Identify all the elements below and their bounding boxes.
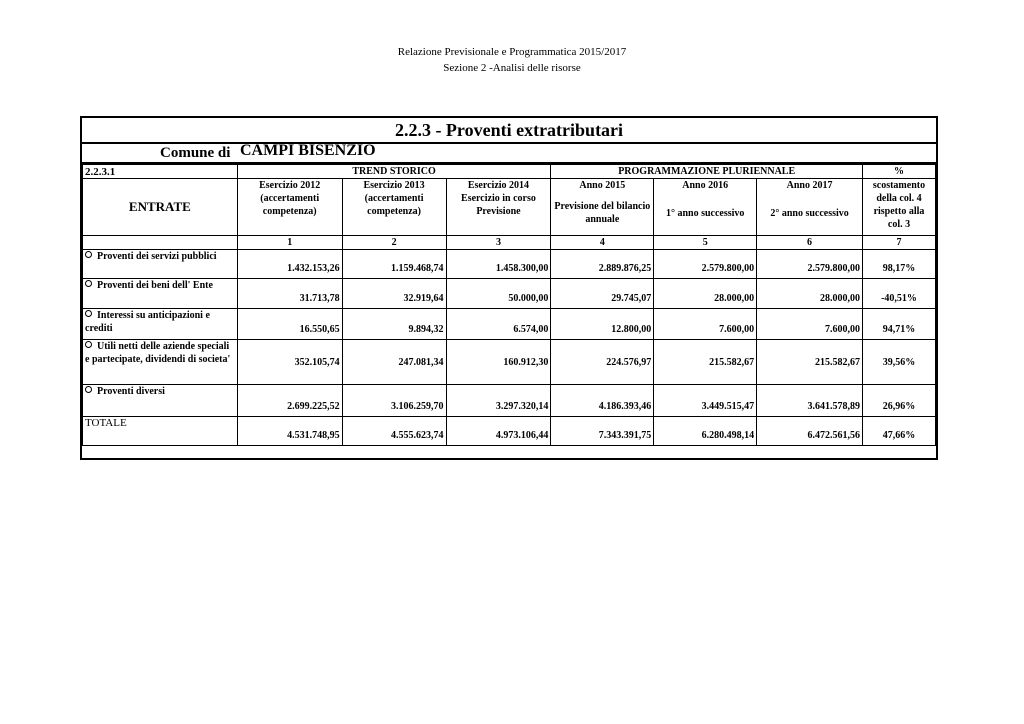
total-col6: 6.472.561,56 [757,417,863,446]
section-title: 2.2.3 - Proventi extratributari [82,118,936,144]
row-label-text: Utili netti delle aziende speciali e partecipate, dividendi di societa' [85,341,231,365]
bullet-icon [85,310,92,317]
total-col2: 4.555.623,74 [342,417,446,446]
col2-sub: (accertamenti competenza) [364,193,424,217]
cell-col7: 94,71% [862,309,935,340]
cell-col3: 3.297.320,14 [446,385,551,417]
cell-col6: 3.641.578,89 [757,385,863,417]
col7-header [862,179,935,236]
col6-header [757,179,863,236]
cell-col2: 247.081,34 [342,340,446,385]
col3-sub: Esercizio in corso Previsione [461,193,536,217]
col4-number: 4 [551,236,654,250]
row-label [83,309,238,340]
table-row [83,309,936,340]
proventi-table [82,164,936,446]
cell-col6: 2.579.800,00 [757,250,863,279]
col3-header [446,179,551,236]
table-row [83,340,936,385]
cell-col2: 9.894,32 [342,309,446,340]
cell-col6: 28.000,00 [757,279,863,309]
col7-title: % [862,165,935,179]
row-label-text: Proventi dei beni dell' Ente [97,280,213,291]
total-col4: 7.343.391,75 [551,417,654,446]
col1-number: 1 [237,236,342,250]
cell-col4: 29.745,07 [551,279,654,309]
cell-col3: 6.574,00 [446,309,551,340]
cell-col3: 50.000,00 [446,279,551,309]
num-blank [83,236,238,250]
cell-col6: 215.582,67 [757,340,863,385]
col2-header [342,179,446,236]
col6-sub: 2° anno successivo [770,208,849,219]
report-header-section: Sezione 2 -Analisi delle risorse [443,62,581,74]
col1-title: Esercizio 2012 [259,180,321,191]
col3-number: 3 [446,236,551,250]
col1-sub: (accertamenti competenza) [260,193,320,217]
cell-col1: 352.105,74 [237,340,342,385]
bullet-icon [85,386,92,393]
total-label: TOTALE [83,417,238,446]
col4-sub: Previsione del bilancio annuale [554,201,651,225]
group-trend-storico: TREND STORICO [237,165,551,179]
entrate-header: ENTRATE [83,179,238,236]
cell-col1: 2.699.225,52 [237,385,342,417]
bullet-icon [85,280,92,287]
comune-prefix: Comune di [160,145,231,161]
cell-col5: 7.600,00 [654,309,757,340]
col7-number: 7 [862,236,935,250]
table-frame [80,116,938,460]
group-programmazione: PROGRAMMAZIONE PLURIENNALE [551,165,863,179]
col3-title: Esercizio 2014 [467,180,530,191]
row-label-text: Proventi dei servizi pubblici [97,251,217,262]
total-col5: 6.280.498,14 [654,417,757,446]
cell-col2: 1.159.468,74 [342,250,446,279]
cell-col6: 7.600,00 [757,309,863,340]
cell-col1: 1.432.153,26 [237,250,342,279]
row-label [83,385,238,417]
col6-number: 6 [757,236,863,250]
table-row [83,279,936,309]
cell-col7: 98,17% [862,250,935,279]
cell-col5: 28.000,00 [654,279,757,309]
cell-col1: 16.550,65 [237,309,342,340]
bullet-icon [85,341,92,348]
cell-col7: 39,56% [862,340,935,385]
cell-col5: 215.582,67 [654,340,757,385]
col1-header [237,179,342,236]
report-header-title: Relazione Previsionale e Programmatica 2015/2017 [397,46,627,58]
col6-title: Anno 2017 [786,180,833,191]
row-label [83,340,238,385]
section-code: 2.2.3.1 [83,165,238,179]
cell-col4: 4.186.393,46 [551,385,654,417]
row-label-text: Interessi su anticipazioni e crediti [85,310,210,334]
col5-header [654,179,757,236]
table-row [83,250,936,279]
row-label [83,250,238,279]
row-label-text: Proventi diversi [97,386,165,397]
cell-col1: 31.713,78 [237,279,342,309]
comune-name: CAMPI BISENZIO [240,142,376,159]
cell-col2: 32.919,64 [342,279,446,309]
total-col7: 47,66% [862,417,935,446]
col2-number: 2 [342,236,446,250]
bullet-icon [85,251,92,258]
cell-col4: 12.800,00 [551,309,654,340]
cell-col3: 1.458.300,00 [446,250,551,279]
cell-col3: 160.912,30 [446,340,551,385]
cell-col5: 2.579.800,00 [654,250,757,279]
col5-sub: 1° anno successivo [665,208,745,219]
cell-col5: 3.449.515,47 [654,385,757,417]
total-col1: 4.531.748,95 [237,417,342,446]
cell-col4: 224.576,97 [551,340,654,385]
total-row [83,417,936,446]
cell-col2: 3.106.259,70 [342,385,446,417]
col5-number: 5 [654,236,757,250]
cell-col7: 26,96% [862,385,935,417]
cell-col7: -40,51% [862,279,935,309]
table-row [83,385,936,417]
col4-header [551,179,654,236]
col2-title: Esercizio 2013 [363,180,425,191]
total-col3: 4.973.106,44 [446,417,551,446]
cell-col4: 2.889.876,25 [551,250,654,279]
col4-title: Anno 2015 [579,180,626,191]
col5-title: Anno 2016 [682,180,729,191]
col7-sub: scostamento della col. 4 rispetto alla col. 3 [872,180,926,230]
comune-line [82,142,936,164]
row-label [83,279,238,309]
